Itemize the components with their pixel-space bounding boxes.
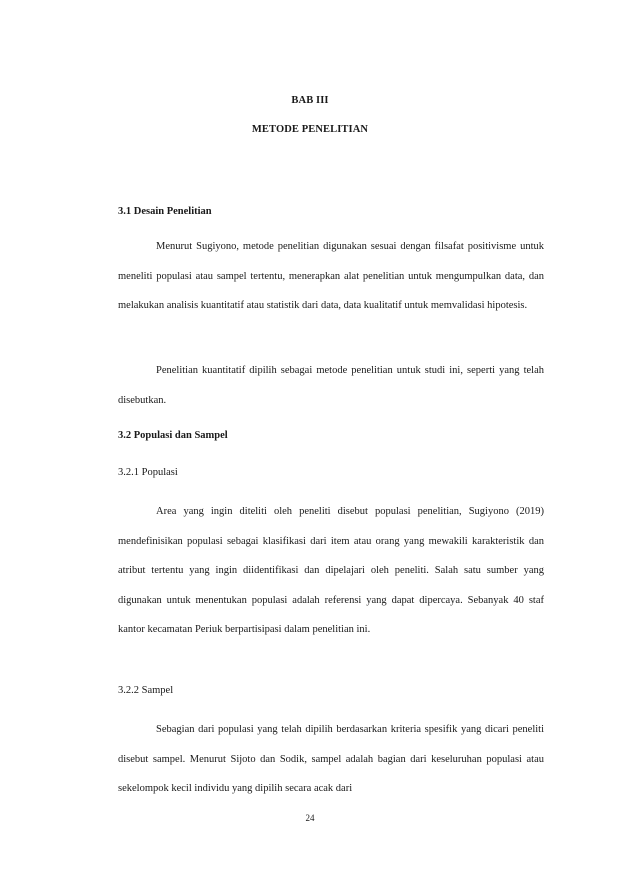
section-heading-3-2: 3.2 Populasi dan Sampel — [118, 430, 228, 441]
paragraph-sampel: Sebagian dari populasi yang telah dipilih berdasarkan kriteria spesifik yang dicari peneliti disebut sampel. Menurut Sijoto dan Sodik, sampel adalah bagian dari keseluruhan populasi atau sekelompok kecil individu yang dipilih secara acak dari — [118, 724, 544, 794]
paragraph-desain-1: Menurut Sugiyono, metode penelitian digunakan sesuai dengan filsafat positivisme untuk meneliti populasi atau sampel tertentu, menerapkan alat penelitian untuk mengumpulkan data, dan melakukan analisis kuantitatif atau statistik dari data, data kualitatif untuk memvalidasi hipotesis. — [118, 241, 544, 311]
chapter-title: METODE PENELITIAN — [251, 124, 369, 135]
subsection-heading-3-2-1: 3.2.1 Populasi — [118, 467, 178, 478]
section-heading-3-1: 3.1 Desain Penelitian — [118, 206, 212, 217]
paragraph-desain-2: Penelitian kuantitatif dipilih sebagai metode penelitian untuk studi ini, seperti yang telah disebutkan. — [118, 365, 544, 406]
chapter-number: BAB III — [291, 95, 329, 106]
subsection-heading-3-2-2: 3.2.2 Sampel — [118, 685, 174, 696]
paragraph-populasi: Area yang ingin diteliti oleh peneliti disebut populasi penelitian, Sugiyono (2019) mendefinisikan populasi sebagai klasifikasi dari item atau orang yang mewakili karakteristik dan atribut tertentu yang ingin diidentifikasi dan dipelajari oleh peneliti. Salah satu sumber yang digunakan untuk menentukan populasi adalah referensi yang dapat dipercaya. Sebanyak 40 staf kantor kecamatan Periuk berpartisipasi dalam penelitian ini. — [118, 506, 544, 635]
page-number: 24 — [305, 813, 315, 823]
